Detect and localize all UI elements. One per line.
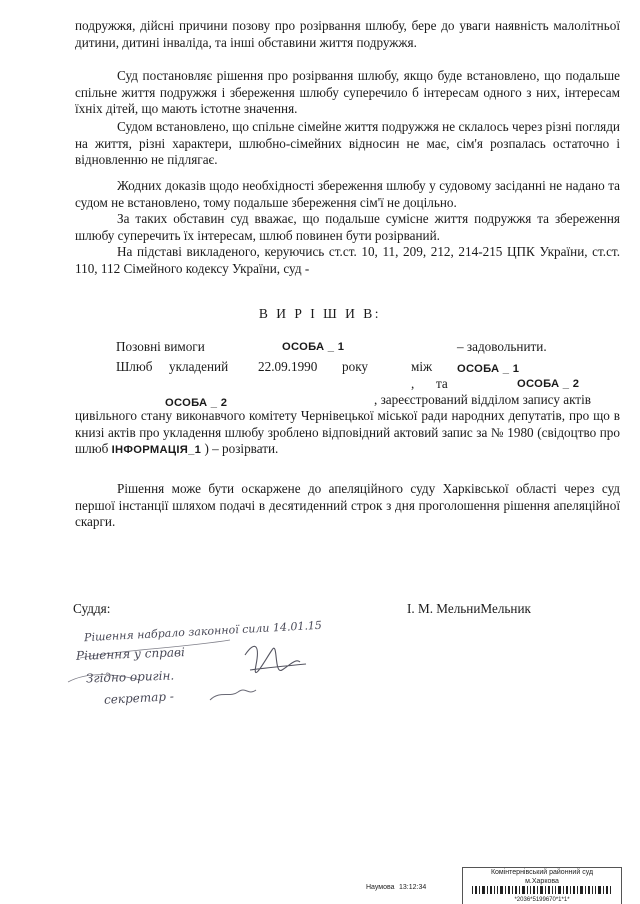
paragraph-considerations: подружжя, дійсні причини позову про розірвання шлюбу, бере до уваги наявність малолітньої дитини, дитині інваліда, та інші обставини життя подружжя. <box>75 18 620 50</box>
court-stamp <box>462 867 622 904</box>
marriage-word: Шлюб <box>116 359 153 374</box>
judge-name: І. М. МельниМельник <box>407 601 531 616</box>
claims-result: – задовольнити. <box>457 339 547 354</box>
and-word: та <box>436 376 448 391</box>
person-2-placeholder: ОСОБА _ 2 <box>165 397 228 409</box>
handwritten-line-2: Рішення у справі <box>75 645 186 663</box>
comma: , <box>411 376 415 391</box>
handwritten-line-4: секретар - <box>103 689 175 707</box>
dissolve-text: ) – розірвати. <box>201 441 279 456</box>
paragraph-dissolution-rule: Суд постановляє рішення про розірвання шлюбу, якщо буде встановлено, що подальше спільне життя подружжя і збереження шлюбу суперечило б інтересам одного з них, інтересам їхніх дітей, що мають істотне значення. <box>75 68 620 116</box>
between-word: між <box>411 359 433 374</box>
paragraph-no-evidence: Жодних доказів щодо необхідності збереження шлюбу у судовому засіданні не надано та судом не встановлено, тому подальше збереження сім'ї не доцільно. <box>75 178 620 210</box>
decision-title: В И Р І Ш И В: <box>258 306 382 321</box>
person-1b-placeholder: ОСОБА _ 1 <box>457 363 520 375</box>
handwritten-signature <box>60 620 320 720</box>
barcode-icon <box>472 886 612 894</box>
claims-label: Позовні вимоги <box>116 339 205 354</box>
registered-text: , зареєстрований відділом запису актів <box>374 392 591 407</box>
print-time: 13:12:34 <box>399 884 427 891</box>
marriage-date: 22.09.1990 <box>258 359 318 374</box>
registry-text: цивільного стану виконавчого комітету Чернівецької міської ради народних депутатів, про що в книзі актів про укладення шлюбу зроблено відповідний актовий запис за № 1980 (свідоцтво про шлюб <box>75 408 620 456</box>
paragraph-appeal: Рішення може бути оскаржене до апеляційного суду Харківської області через суд першої інстанції шляхом подачі в десятиденний строк з дня проголошення рішення апеляційної скарги. <box>75 481 620 529</box>
paragraph-court-findings: Судом встановлено, що спільне сімейне життя подружжя не склалось через різні погляди на життя, різні характери, шлюбно-сімейних відносин не має, сім'я розпалась остаточно і відновленню не підлягає. <box>75 119 620 167</box>
handwritten-line-1: Рішення набрало законної сили 14.01.15 <box>83 618 323 645</box>
paragraph-circumstances: За таких обставин суд вважає, що подальше сумісне життя подружжя та збереження шлюбу суперечить їх інтересам, шлюб повинен бути розірваний. <box>75 211 620 243</box>
person-1-placeholder: ОСОБА _ 1 <box>282 341 345 353</box>
person-2b-placeholder: ОСОБА _ 2 <box>517 378 580 390</box>
stamp-court-name: Комінтернівський районний суд <box>490 869 594 876</box>
info-placeholder: ІНФОРМАЦІЯ_1 <box>111 444 202 456</box>
judge-label: Суддя: <box>73 601 111 616</box>
clerk-name: Наумова <box>366 884 395 891</box>
paragraph-registry <box>75 408 620 459</box>
stamp-city: м.Харкова <box>525 878 559 885</box>
year-word: року <box>342 359 369 374</box>
concluded-word: укладений <box>169 359 229 374</box>
handwritten-line-3: Згідно оригін. <box>85 668 175 686</box>
barcode-text: *2036*5199670*1*1* <box>514 897 570 903</box>
paragraph-legal-basis: На підставі викладеного, керуючись ст.ст. 10, 11, 209, 212, 214-215 ЦПК України, ст.ст. 110, 112 Сімейного кодексу України, суд - <box>75 244 620 276</box>
